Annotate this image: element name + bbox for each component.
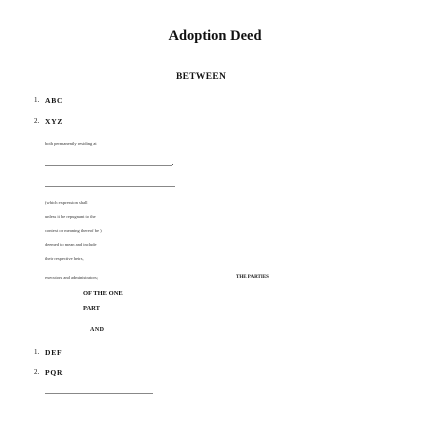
address-line <box>45 186 175 187</box>
between-heading: BETWEEN <box>176 72 227 82</box>
of-the-one-label: OF THE ONE <box>83 290 123 297</box>
party-number: 1. <box>34 348 40 356</box>
party-name: ABC <box>45 96 64 105</box>
party-name: DEF <box>45 348 63 357</box>
clause-line: context or meaning thereof be ) <box>45 228 102 233</box>
party-number: 1. <box>34 96 40 104</box>
clause-line: deemed to mean and include <box>45 242 97 247</box>
part-label: PART <box>83 305 100 312</box>
clause-line: their respective heirs, <box>45 256 84 261</box>
party-name: PQR <box>45 368 64 377</box>
residing-text: both permanently residing at <box>45 141 97 146</box>
the-parties-label: THE PARTIES <box>236 275 269 280</box>
clause-line: unless it be repugnant to the <box>45 214 96 219</box>
clause-line: executors and administrators; <box>45 275 98 280</box>
clause-line: (which expression shall <box>45 200 88 205</box>
address-line-end <box>172 164 173 165</box>
party-number: 2. <box>34 368 40 376</box>
document-title: Adoption Deed <box>168 28 262 44</box>
and-label: AND <box>90 327 105 333</box>
address-line <box>45 165 172 166</box>
party-number: 2. <box>34 117 40 125</box>
signature-line <box>45 393 153 394</box>
party-name: XYZ <box>45 117 64 126</box>
